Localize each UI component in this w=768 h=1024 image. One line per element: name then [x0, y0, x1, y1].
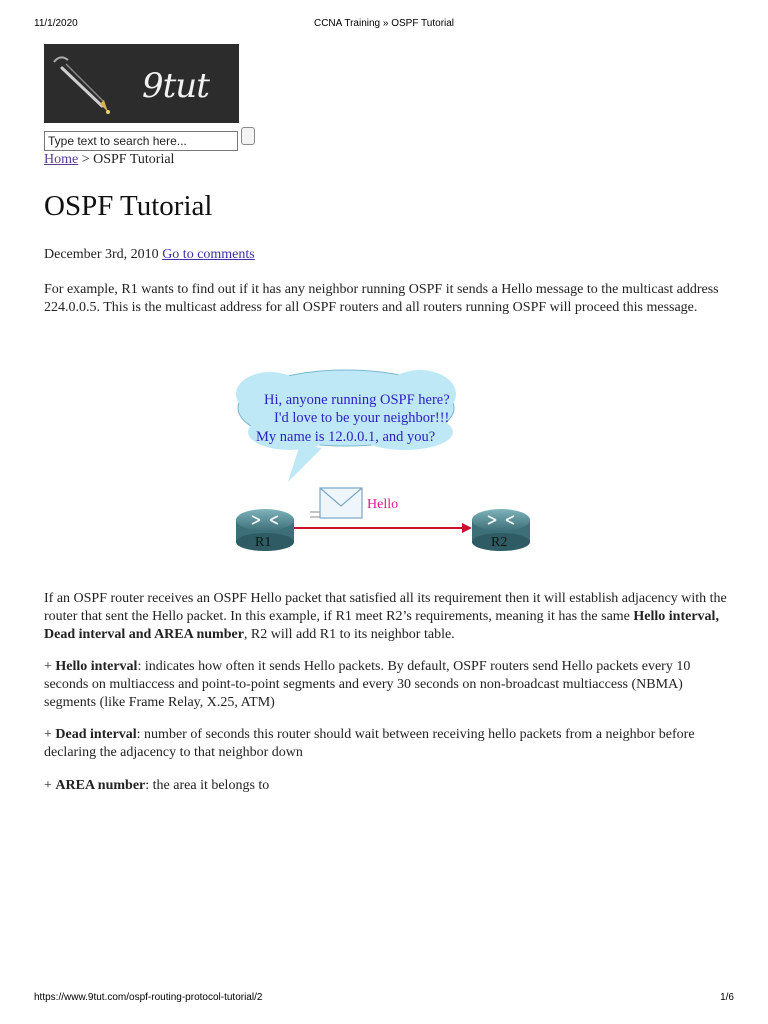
text-span: : the area it belongs to: [145, 778, 270, 793]
logo-text: 9tut: [142, 66, 209, 106]
router-r2: [472, 509, 530, 551]
router-r1: [236, 509, 294, 551]
paragraph-dead-interval: [44, 726, 734, 762]
breadcrumb-home-link[interactable]: Home: [44, 152, 79, 167]
bubble-line-3: My name is 12.0.0.1, and you?: [256, 429, 436, 445]
bold-text: Hello interval, Dead interval and AREA number: [44, 609, 719, 642]
breadcrumb-separator: >: [81, 152, 90, 167]
print-page-number: 1/6: [720, 992, 734, 1003]
post-meta: [44, 247, 255, 263]
print-header: [0, 18, 768, 32]
text-span: +: [44, 778, 56, 793]
bold-text: Hello interval: [55, 659, 138, 674]
site-logo[interactable]: [44, 44, 239, 123]
breadcrumb: [44, 152, 174, 168]
post-date: December 3rd, 2010: [44, 247, 159, 262]
bold-text: AREA number: [55, 778, 146, 793]
print-title: CCNA Training » OSPF Tutorial: [313, 18, 455, 29]
search-button[interactable]: [241, 127, 255, 145]
ospf-hello-diagram: [230, 364, 540, 556]
print-footer: [0, 992, 768, 1006]
paragraph-adjacency: [44, 590, 734, 644]
router-r1-label: R1: [255, 535, 272, 550]
link-arrow: [294, 523, 472, 533]
text-span: +: [44, 659, 56, 674]
text-span: : indicates how often it sends Hello packets. By default, OSPF routers send Hello packets every 10 seconds on multiaccess and point-to-point segments and every 30 seconds on non-broadcast multiaccess (NBMA) segments (like Frame Relay, X.25, ATM): [44, 659, 691, 710]
router-r2-label: R2: [491, 535, 508, 550]
text-span: , R2 will add R1 to its neighbor table.: [243, 627, 455, 642]
print-url: https://www.9tut.com/ospf-routing-protocol-tutorial/2: [34, 992, 263, 1003]
envelope-icon: [320, 488, 362, 518]
bubble-line-1: Hi, anyone running OSPF here?: [264, 392, 450, 408]
paragraph-intro: For example, R1 wants to find out if it has any neighbor running OSPF it sends a Hello message to the multicast address 224.0.0.5. This is the multicast address for all OSPF routers and all routers running OSPF will proceed this message.: [44, 282, 719, 315]
text-span: If an OSPF router receives an OSPF Hello packet that satisfied all its requirement then it will establish adjacency with the router that sent the Hello packet. In this example, if R1 meet R2’s requirements, meaning it has the same: [44, 591, 727, 624]
search-input[interactable]: [44, 131, 238, 151]
paragraph-hello-interval: [44, 658, 734, 712]
bubble-line-2: I'd love to be your neighbor!!!: [274, 410, 450, 426]
hello-label: Hello: [367, 497, 399, 512]
hello-packet: [310, 488, 398, 518]
speech-bubble: [236, 370, 456, 482]
paragraph-area-number: [44, 777, 734, 795]
page-title: OSPF Tutorial: [44, 190, 213, 222]
print-date: 11/1/2020: [34, 18, 78, 29]
comments-link[interactable]: Go to comments: [162, 247, 255, 262]
breadcrumb-current: OSPF Tutorial: [93, 152, 175, 167]
text-span: : number of seconds this router should wait between receiving hello packets from a neighbor before declaring the adjacency to that neighbor down: [44, 727, 695, 760]
bold-text: Dead interval: [55, 727, 137, 742]
text-span: +: [44, 727, 56, 742]
